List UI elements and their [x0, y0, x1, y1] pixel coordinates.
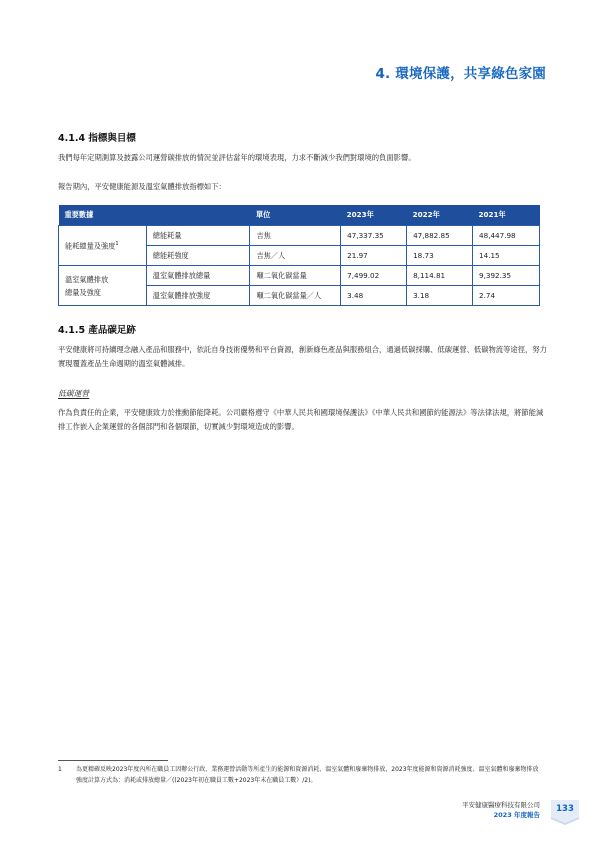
footnote-text: 為更精確反映2023年度內所在職員工因辦公行政、業務運營活動等所產生的能源和資源消耗、溫室氣體和廢棄物排放，2023年度能源和資源消耗強度、溫室氣體和廢棄物排放強度計算方式為：消耗或排放總量／((2023年初在職員工數+2023年末在職員工數）/2)。 [76, 766, 539, 784]
energy-emissions-table [58, 205, 540, 306]
value-2022: 47,882.85 [407, 226, 473, 246]
footnote-divider [58, 760, 168, 761]
metric-cell: 溫室氣體排放總量 [146, 266, 250, 286]
value-2022: 18.73 [407, 246, 473, 266]
value-2023: 21.97 [341, 246, 407, 266]
header-2021: 2021年 [473, 205, 540, 226]
value-2021: 9,392.35 [473, 266, 540, 286]
header-2023: 2023年 [341, 205, 407, 226]
section-4-1-5-paragraph-2: 作為負責任的企業，平安健康致力於推動節能降耗。公司嚴格遵守《中華人民共和國環境保護法》《中華人民共和國節約能源法》等法律法規，將節能減排工作嵌入企業運營的各個部門和各個環節，切實減少對環境造成的影響。 [58, 408, 544, 431]
section-4-1-4-paragraph-1: 我們每年定期測算及披露公司運營碳排放的情況並評估當年的環境表現，力求不斷減少我們對環境的負面影響。 [58, 153, 416, 162]
header-unit: 單位 [250, 205, 341, 226]
value-2022: 3.18 [407, 286, 473, 306]
unit-cell: 噸二氧化碳當量／人 [250, 286, 341, 306]
metric-cell: 總能耗強度 [146, 246, 250, 266]
metric-cell: 溫室氣體排放強度 [146, 286, 250, 306]
metric-cell: 總能耗量 [146, 226, 250, 246]
section-heading-4-1-5: 4.1.5 產品碳足跡 [58, 325, 136, 336]
header-indicator: 重要數據 [59, 205, 250, 226]
group-label-ghg-line1: 溫室氣體排放 [65, 274, 109, 284]
page-footer [462, 800, 540, 820]
header-2022: 2022年 [407, 205, 473, 226]
footnote-number: 1 [58, 766, 62, 773]
table-row [59, 226, 540, 246]
group-label-energy-text: 能耗總量及強度 [65, 241, 116, 251]
section-heading-4-1-4: 4.1.4 指標與目標 [58, 133, 136, 144]
section-4-1-5-paragraph-1: 平安健康將可持續理念融入產品和服務中，依託自身技術優勢和平台資源，創新綠色產品與服務組合，通過低碳採購、低碳運營、低碳物流等途徑，努力實現覆蓋產品生命週期的溫室氣體減排。 [58, 345, 547, 368]
value-2021: 14.15 [473, 246, 540, 266]
section-4-1-4-paragraph-2: 報告期內，平安健康能源及溫室氣體排放指標如下： [58, 182, 226, 191]
subheading-low-carbon-operations: 低碳運營 [58, 389, 90, 398]
value-2023: 47,337.35 [341, 226, 407, 246]
unit-cell: 吉焦／人 [250, 246, 341, 266]
group-label-energy [59, 226, 147, 266]
unit-cell: 噸二氧化碳當量 [250, 266, 341, 286]
page-number: 133 [556, 804, 574, 814]
footnote-marker: 1 [115, 241, 119, 248]
value-2021: 2.74 [473, 286, 540, 306]
value-2023: 3.48 [341, 286, 407, 306]
footer-report-title: 2023 年度報告 [493, 811, 540, 819]
value-2021: 48,447.98 [473, 226, 540, 246]
value-2023: 7,499.02 [341, 266, 407, 286]
footer-company: 平安健康醫療科技有限公司 [462, 801, 540, 809]
page-number-badge [549, 797, 581, 825]
chapter-title: 4. 環境保護，共享綠色家園 [375, 66, 546, 82]
value-2022: 8,114.81 [407, 266, 473, 286]
group-label-ghg-line2: 總量及強度 [65, 287, 101, 297]
table-row [59, 266, 540, 286]
unit-cell: 吉焦 [250, 226, 341, 246]
footnote [58, 765, 540, 786]
table-header-row [59, 205, 540, 226]
group-label-ghg [59, 266, 147, 306]
